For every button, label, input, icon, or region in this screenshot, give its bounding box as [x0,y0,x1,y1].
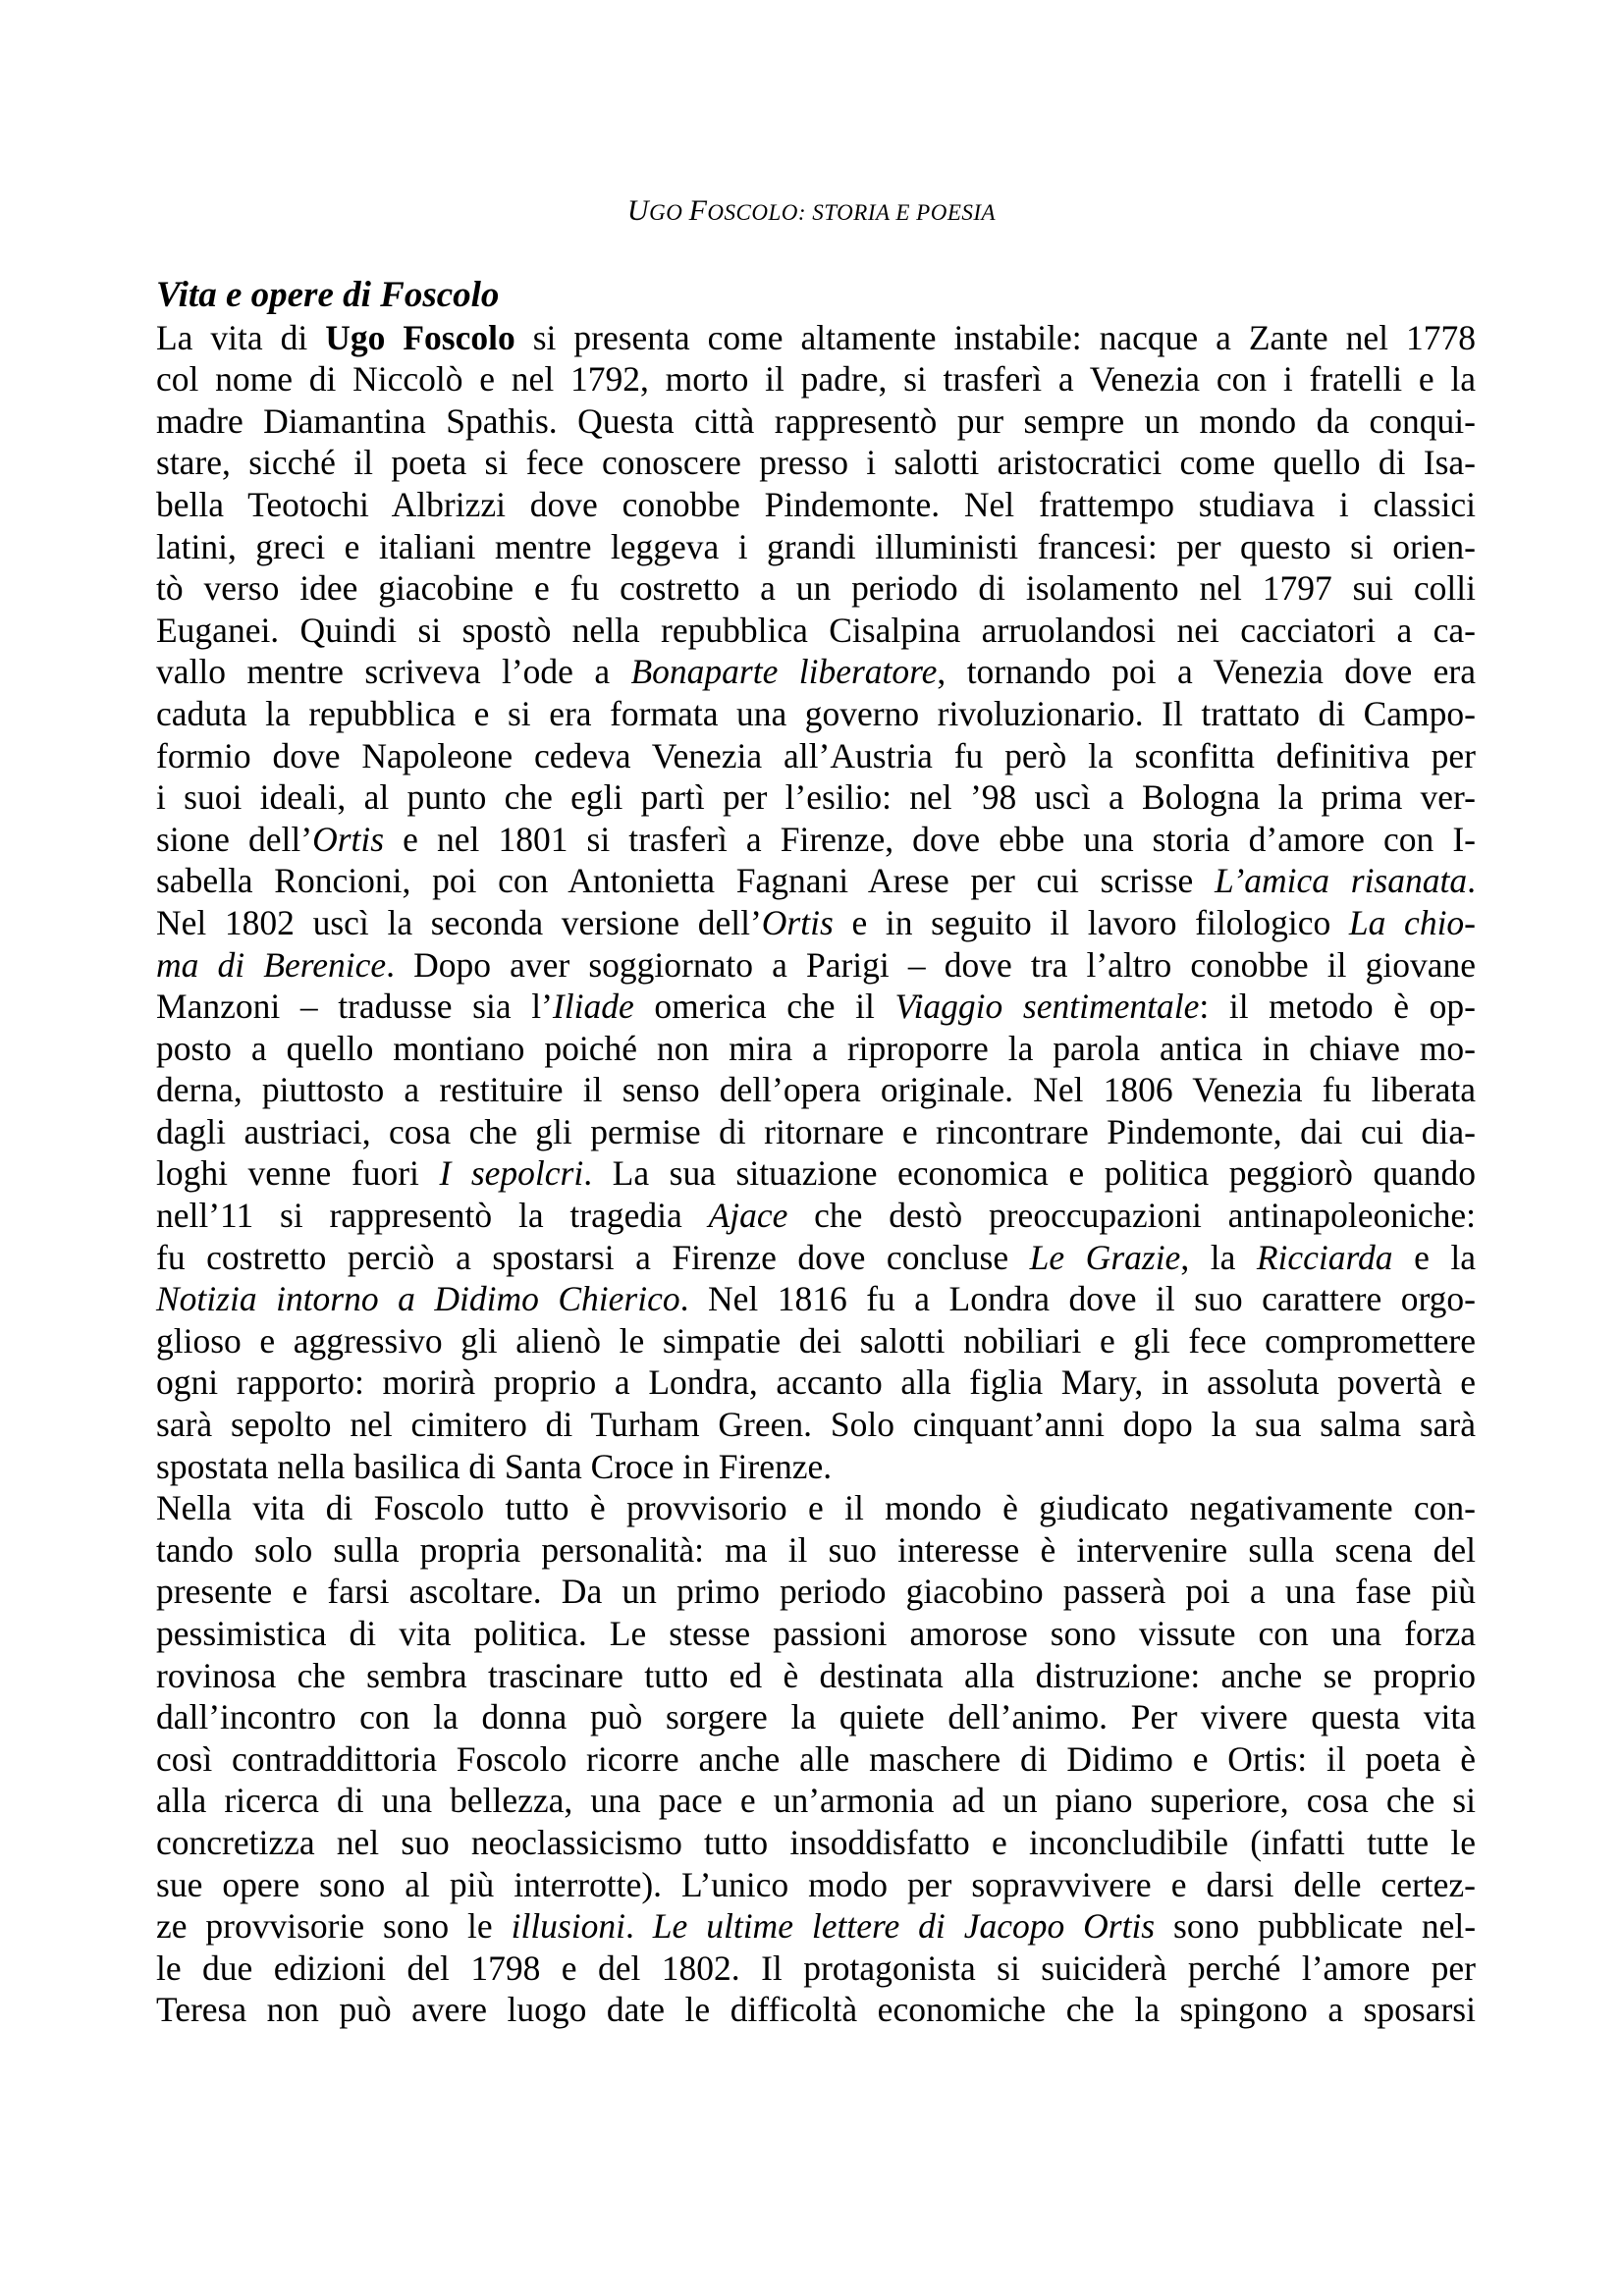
text-line [156,358,1476,400]
text-span: Euganei. Quindi si spostò nella repubblica Cisalpina arruolandosi nei cacciatori a ca- [156,610,1476,650]
italic-title-span: Ortis [761,902,834,942]
text-span: La vita di [156,317,326,357]
text-line [156,400,1476,443]
text-span: caduta la repubblica e si era formata una governo rivoluzionario. Il trattato di Campo- [156,693,1476,733]
text-span: nell’11 si rappresentò la tragedia [156,1196,709,1236]
text-span: Manzoni – tradusse sia l’ [156,987,553,1027]
text-line [156,567,1476,610]
document-title [0,194,1623,228]
text-line [156,735,1476,777]
italic-title-span: Ricciarda [1256,1237,1393,1277]
text-span: madre Diamantina Spathis. Questa città rappresentò pur sempre un mondo da conqui- [156,400,1476,441]
text-line [156,1446,1476,1488]
italic-title-span: Bonaparte liberatore [630,652,938,692]
text-line [156,1404,1476,1446]
text-span: formio dove Napoleone cedeva Venezia all’Austria fu però la sconfitta definitiva per [156,735,1476,775]
title-part: F [688,194,708,227]
text-span: si presenta come altamente instabile: nacque a Zante nel 1778 [514,317,1476,357]
text-line [156,1195,1476,1237]
text-line [156,1696,1476,1738]
italic-title-span: Le Grazie [1029,1237,1181,1277]
text-span: vallo mentre scriveva l’ode a [156,652,631,692]
text-span: latini, greci e italiani mentre leggeva i grandi illuministi francesi: per questo si orien- [156,526,1476,566]
section-heading: Vita e opere di Foscolo [156,275,500,315]
text-line [156,1237,1476,1279]
text-span: sue opere sono al più interrotte). L’unico modo per sopravvivere e darsi delle certez- [156,1864,1476,1904]
text-line [156,776,1476,819]
italic-title-span: Le ultime lettere di Jacopo Ortis [652,1906,1156,1947]
text-span: , la [1180,1237,1257,1277]
text-line [156,1571,1476,1613]
text-line [156,1780,1476,1822]
italic-title-span: Notizia intorno a Didimo Chierico [156,1279,680,1319]
text-span: presente e farsi ascoltare. Da un primo periodo giacobino passerà poi a una fase più [156,1572,1476,1612]
text-span: posto a quello montiano poiché non mira a riproporre la parola antica in chiave mo- [156,1028,1476,1068]
text-line [156,1152,1476,1195]
text-line [156,526,1476,568]
text-line [156,484,1476,526]
text-span: derna, piuttosto a restituire il senso dell’opera originale. Nel 1806 Venezia fu liberata [156,1070,1476,1110]
text-span: bella Teotochi Albrizzi dove conobbe Pindemonte. Nel frattempo studiava i classici [156,484,1476,524]
text-span: tando solo sulla propria personalità: ma il suo interesse è intervenire sulla scena del [156,1529,1476,1570]
text-span: spostata nella basilica di Santa Croce in Firenze. [156,1446,833,1486]
text-span: . [1467,861,1476,901]
text-line [156,610,1476,652]
text-line [156,1278,1476,1320]
italic-title-span: L’amica risanata [1215,861,1468,901]
text-span: , tornando poi a Venezia dove era [937,652,1477,692]
bold-name-span: Ugo Foscolo [325,317,515,357]
text-span: . Nel 1816 fu a Londra dove il suo carattere orgo- [679,1279,1476,1319]
text-line [156,651,1476,693]
text-line [156,1864,1476,1906]
text-line [156,1948,1476,1990]
text-span: stare, sicché il poeta si fece conoscere presso i salotti aristocratici come quello di Isa- [156,443,1476,483]
text-span: tò verso idee giacobine e fu costretto a un periodo di isolamento nel 1797 sui colli [156,568,1476,609]
italic-title-span: Ortis [312,819,385,859]
text-span: dall’incontro con la donna può sorgere la quiete dell’animo. Per vivere questa vita [156,1697,1476,1737]
text-line [156,819,1476,861]
text-line [156,1111,1476,1153]
text-span: concretizza nel suo neoclassicismo tutto insoddisfatto e inconcludibile (infatti tutte le [156,1822,1476,1862]
text-span: ze provvisorie sono le [156,1906,512,1947]
text-span: sione dell’ [156,819,313,859]
italic-title-span: La chio- [1348,902,1477,942]
text-span: . [624,1906,653,1947]
text-span: glioso e aggressivo gli alienò le simpatie dei salotti nobiliari e gli fece compromettere [156,1320,1476,1361]
paragraphs-container [156,317,1476,2031]
paragraph [156,317,1476,1488]
text-span: che destò preoccupazioni antinapoleoniche: [787,1196,1476,1236]
text-span: Nella vita di Foscolo tutto è provvisorio e il mondo è giudicato negativamente con- [156,1488,1476,1528]
text-span: col nome di Niccolò e nel 1792, morto il padre, si trasferì a Venezia con i fratelli e la [156,359,1476,400]
text-span: Teresa non può avere luogo date le difficoltà economiche che la spingono a sposarsi [156,1990,1476,2030]
text-span: : il metodo è op- [1199,987,1476,1027]
text-span: pessimistica di vita politica. Le stesse passioni amorose sono vissute con una forza [156,1614,1476,1653]
text-line [156,1529,1476,1572]
text-span: e nel 1801 si trasferì a Firenze, dove ebbe una storia d’amore con I- [384,819,1476,859]
text-line [156,317,1476,359]
italic-title-span: Ajace [708,1196,788,1236]
text-span: sabella Roncioni, poi con Antonietta Fagnani Arese per cui scrisse [156,861,1216,901]
text-span: sarà sepolto nel cimitero di Turham Green. Solo cinquant’anni dopo la sua salma sarà [156,1405,1476,1445]
text-line [156,1655,1476,1697]
text-line [156,944,1476,987]
text-span: così contraddittoria Foscolo ricorre anche alle maschere di Didimo e Ortis: il poeta è [156,1738,1476,1779]
text-line [156,1069,1476,1111]
text-line [156,1738,1476,1781]
text-line [156,1487,1476,1529]
text-line [156,1822,1476,1864]
text-span: . La sua situazione economica e politica peggiorò quando [583,1153,1476,1194]
document-body [156,275,1476,2031]
text-span: i suoi ideali, al punto che egli partì per l’esilio: nel ’98 uscì a Bologna la prima ver- [156,777,1476,818]
text-line [156,1028,1476,1070]
text-line [156,1362,1476,1404]
text-span: loghi venne fuori [156,1153,440,1194]
text-line [156,1320,1476,1362]
text-line [156,986,1476,1028]
italic-title-span: Viaggio sentimentale [894,987,1200,1027]
italic-title-span: I sepolcri [439,1153,584,1194]
text-span: ogni rapporto: morirà proprio a Londra, accanto alla figlia Mary, in assoluta povertà e [156,1362,1476,1403]
paragraph [156,1487,1476,2031]
text-span: dagli austriaci, cosa che gli permise di ritornare e rincontrare Pindemonte, dai cui dia- [156,1111,1476,1151]
text-span: le due edizioni del 1798 e del 1802. Il protagonista si suiciderà perché l’amore per [156,1948,1476,1988]
text-line [156,1613,1476,1655]
text-line [156,1989,1476,2031]
text-line [156,442,1476,484]
text-line [156,860,1476,902]
text-span: alla ricerca di una bellezza, una pace e un’armonia ad un piano superiore, cosa che si [156,1781,1476,1821]
text-line [156,693,1476,735]
text-span: Nel 1802 uscì la seconda versione dell’ [156,902,762,942]
text-span: fu costretto perciò a spostarsi a Firenze dove concluse [156,1237,1030,1277]
text-span: e in seguito il lavoro filologico [833,902,1349,942]
text-span: e la [1392,1237,1476,1277]
title-part: U [626,194,650,227]
italic-title-span: illusioni [511,1906,625,1947]
text-span: omerica che il [633,987,895,1027]
text-span: sono pubblicate nel- [1155,1906,1477,1947]
text-line [156,1905,1476,1948]
text-span: rovinosa che sembra trascinare tutto ed è destinata alla distruzione: anche se proprio [156,1655,1476,1695]
text-span: . Dopo aver soggiornato a Parigi – dove tra l’altro conobbe il giovane [386,944,1476,985]
text-line [156,902,1476,944]
title-part: GO [649,200,689,225]
title-part: OSCOLO: STORIA E POESIA [707,200,997,225]
italic-title-span: Iliade [552,987,634,1027]
italic-title-span: ma di Berenice [156,944,387,985]
